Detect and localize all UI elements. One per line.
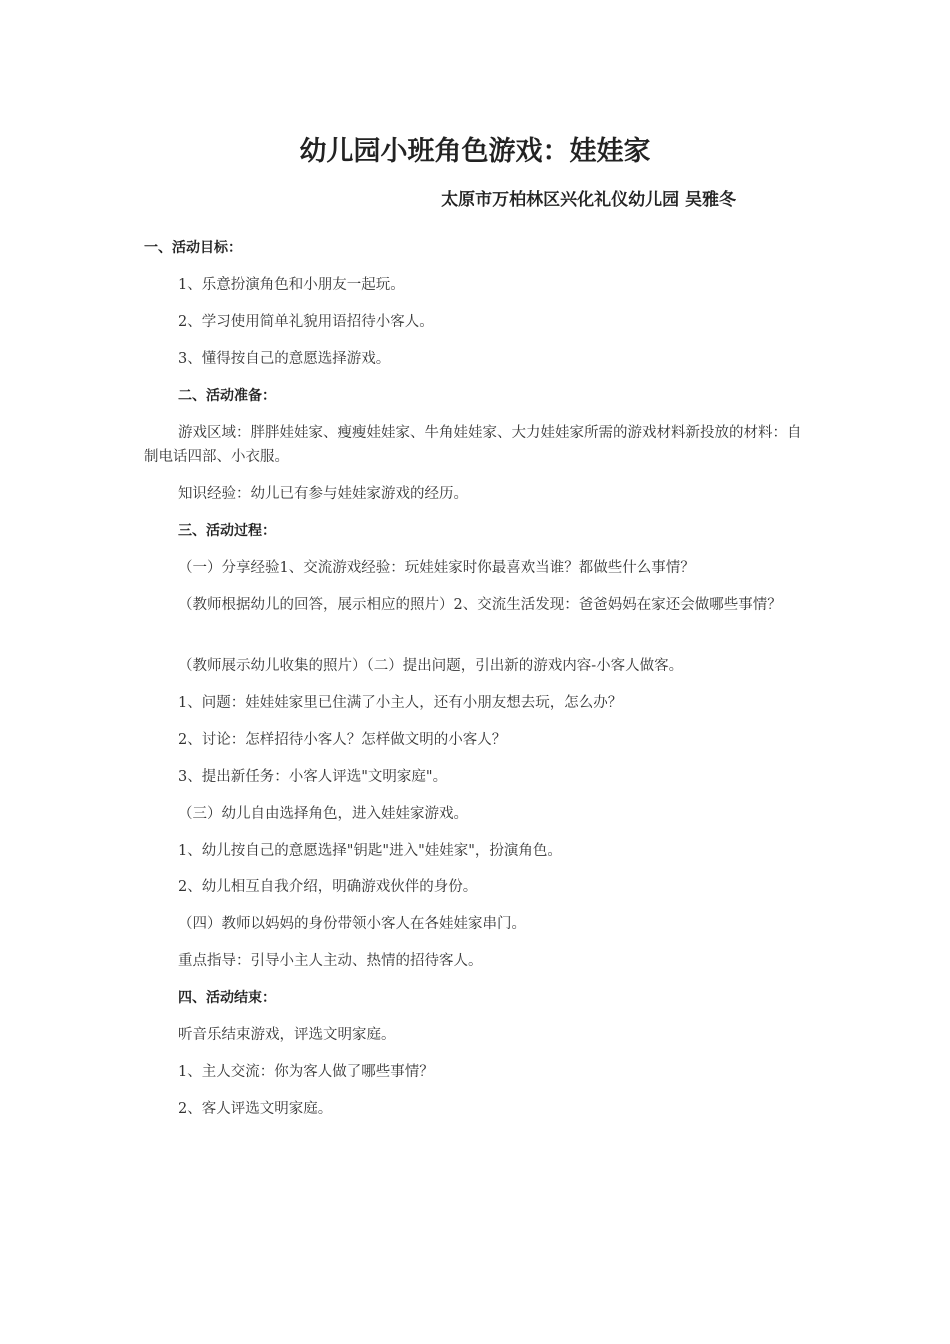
process-item: 1、幼儿按自己的意愿选择"钥匙"进入"娃娃家"，扮演角色。 [178, 843, 562, 859]
section-heading-preparation: 二、活动准备： [178, 388, 276, 404]
section-heading-ending: 四、活动结束： [178, 990, 276, 1006]
process-item: 1、问题：娃娃娃家里已住满了小主人，还有小朋友想去玩，怎么办？ [178, 695, 623, 711]
goal-item: 1、乐意扮演角色和小朋友一起玩。 [178, 277, 405, 293]
ending-item: 2、客人评选文明家庭。 [178, 1101, 333, 1117]
process-paragraph: （三）幼儿自由选择角色，进入娃娃家游戏。 [178, 806, 468, 822]
process-paragraph: （教师展示幼儿收集的照片）（二）提出问题，引出新的游戏内容-小客人做客。 [178, 658, 684, 674]
process-item: 2、讨论：怎样招待小客人？怎样做文明的小客人？ [178, 732, 507, 748]
goal-item: 2、学习使用简单礼貌用语招待小客人。 [178, 314, 434, 330]
process-paragraph: （一）分享经验1、交流游戏经验：玩娃娃家时你最喜欢当谁？都做些什么事情？ [178, 560, 695, 576]
ending-item: 1、主人交流：你为客人做了哪些事情？ [178, 1064, 434, 1080]
document-author: 太原市万柏林区兴化礼仪幼儿园 吴雅冬 [441, 190, 736, 210]
process-item: 3、提出新任务：小客人评选"文明家庭"。 [178, 769, 448, 785]
document-title: 幼儿园小班角色游戏：娃娃家 [299, 136, 651, 167]
process-item: 2、幼儿相互自我介绍，明确游戏伙伴的身份。 [178, 879, 478, 895]
preparation-paragraph: 知识经验：幼儿已有参与娃娃家游戏的经历。 [178, 486, 468, 502]
preparation-paragraph: 游戏区域：胖胖娃娃家、瘦瘦娃娃家、牛角娃娃家、大力娃娃家所需的游戏材料新投放的材料：自制电话四部、小衣服。 [144, 425, 802, 465]
process-paragraph: 重点指导：引导小主人主动、热情的招待客人。 [178, 953, 483, 969]
process-paragraph: （教师根据幼儿的回答，展示相应的照片）2、交流生活发现：爸爸妈妈在家还会做哪些事情？ [178, 597, 782, 613]
process-paragraph: （四）教师以妈妈的身份带领小客人在各娃娃家串门。 [178, 916, 526, 932]
section-heading-goals: 一、活动目标： [144, 240, 242, 256]
goal-item: 3、懂得按自己的意愿选择游戏。 [178, 351, 391, 367]
section-heading-process: 三、活动过程： [178, 523, 276, 539]
ending-paragraph: 听音乐结束游戏，评选文明家庭。 [178, 1027, 396, 1043]
